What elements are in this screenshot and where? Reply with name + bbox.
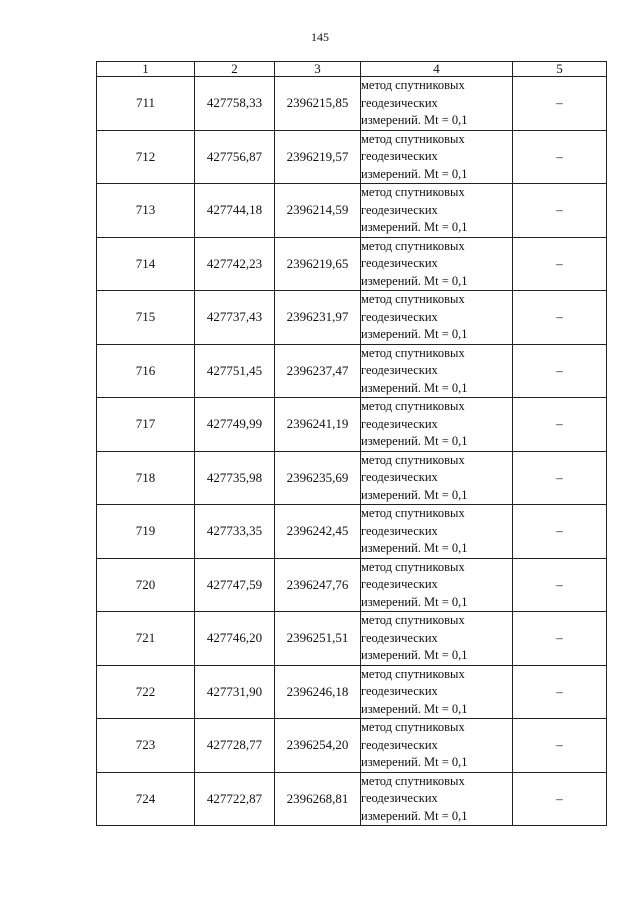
method-cell [361, 184, 513, 238]
y-coordinate-cell: 2396231,97 [275, 291, 361, 345]
note-cell: – [513, 719, 607, 773]
method-line: метод спутниковых [361, 399, 465, 413]
note-cell: – [513, 451, 607, 505]
method-line: измерений. Mt = 0,1 [361, 648, 468, 662]
method-line: геодезических [361, 737, 438, 752]
method-line: измерений. Mt = 0,1 [361, 380, 468, 395]
x-coordinate-cell: 427722,87 [195, 772, 275, 826]
point-number-cell: 722 [97, 665, 195, 719]
note-cell: – [513, 184, 607, 238]
note-cell: – [513, 130, 607, 184]
method-line: геодезических [361, 202, 438, 217]
method-cell [361, 291, 513, 345]
x-coordinate-cell: 427742,23 [195, 237, 275, 291]
coordinates-table [96, 61, 607, 826]
y-coordinate-cell: 2396219,65 [275, 237, 361, 291]
method-line: измерений. Mt = 0,1 [361, 220, 468, 234]
note-cell: – [513, 558, 607, 612]
point-number-cell: 724 [97, 772, 195, 826]
table-row [97, 505, 607, 559]
method-cell [361, 398, 513, 452]
method-cell [361, 612, 513, 666]
point-number-cell: 713 [97, 184, 195, 238]
method-line: метод спутниковых [361, 345, 465, 360]
method-line: метод спутниковых [361, 131, 465, 146]
table-row [97, 77, 607, 131]
column-header: 5 [513, 62, 607, 77]
method-line: геодезических [361, 523, 438, 538]
method-line: геодезических [361, 630, 438, 645]
point-number-cell: 715 [97, 291, 195, 345]
y-coordinate-cell: 2396214,59 [275, 184, 361, 238]
method-line: геодезических [361, 363, 438, 377]
x-coordinate-cell: 427747,59 [195, 558, 275, 612]
point-number-cell: 716 [97, 344, 195, 398]
y-coordinate-cell: 2396219,57 [275, 130, 361, 184]
table-row [97, 184, 607, 238]
y-coordinate-cell: 2396246,18 [275, 665, 361, 719]
y-coordinate-cell: 2396251,51 [275, 612, 361, 666]
note-cell: – [513, 772, 607, 826]
y-coordinate-cell: 2396235,69 [275, 451, 361, 505]
method-line: метод спутниковых [361, 613, 465, 627]
x-coordinate-cell: 427756,87 [195, 130, 275, 184]
method-line: измерений. Mt = 0,1 [361, 487, 468, 502]
method-line: геодезических [361, 149, 438, 163]
point-number-cell: 719 [97, 505, 195, 559]
method-line: измерений. Mt = 0,1 [361, 273, 468, 288]
x-coordinate-cell: 427731,90 [195, 665, 275, 719]
method-line: измерений. Mt = 0,1 [361, 166, 468, 181]
table-row [97, 291, 607, 345]
note-cell: – [513, 237, 607, 291]
note-cell: – [513, 398, 607, 452]
column-header: 1 [97, 62, 195, 77]
y-coordinate-cell: 2396268,81 [275, 772, 361, 826]
table-row [97, 130, 607, 184]
method-cell [361, 130, 513, 184]
table-row [97, 772, 607, 826]
method-line: геодезических [361, 577, 438, 591]
table-row [97, 665, 607, 719]
x-coordinate-cell: 427746,20 [195, 612, 275, 666]
point-number-cell: 721 [97, 612, 195, 666]
method-line: измерений. Mt = 0,1 [361, 701, 468, 716]
table-row [97, 344, 607, 398]
method-line: метод спутниковых [361, 238, 465, 253]
table-row [97, 237, 607, 291]
y-coordinate-cell: 2396247,76 [275, 558, 361, 612]
method-line: измерений. Mt = 0,1 [361, 541, 468, 555]
method-line: геодезических [361, 470, 438, 484]
y-coordinate-cell: 2396215,85 [275, 77, 361, 131]
method-cell [361, 451, 513, 505]
method-line: метод спутниковых [361, 720, 465, 734]
method-line: измерений. Mt = 0,1 [361, 113, 468, 127]
point-number-cell: 720 [97, 558, 195, 612]
x-coordinate-cell: 427733,35 [195, 505, 275, 559]
method-line: измерений. Mt = 0,1 [361, 755, 468, 769]
method-line: метод спутниковых [361, 773, 465, 788]
y-coordinate-cell: 2396242,45 [275, 505, 361, 559]
method-line: метод спутниковых [361, 292, 465, 306]
point-number-cell: 717 [97, 398, 195, 452]
point-number-cell: 712 [97, 130, 195, 184]
y-coordinate-cell: 2396237,47 [275, 344, 361, 398]
note-cell: – [513, 77, 607, 131]
note-cell: – [513, 665, 607, 719]
note-cell: – [513, 291, 607, 345]
table-body [97, 77, 607, 826]
point-number-cell: 714 [97, 237, 195, 291]
method-cell [361, 505, 513, 559]
point-number-cell: 711 [97, 77, 195, 131]
note-cell: – [513, 612, 607, 666]
x-coordinate-cell: 427728,77 [195, 719, 275, 773]
x-coordinate-cell: 427749,99 [195, 398, 275, 452]
column-header: 3 [275, 62, 361, 77]
table-row [97, 558, 607, 612]
method-cell [361, 719, 513, 773]
method-line: измерений. Mt = 0,1 [361, 327, 468, 341]
column-header: 4 [361, 62, 513, 77]
x-coordinate-cell: 427737,43 [195, 291, 275, 345]
table-row [97, 451, 607, 505]
method-line: измерений. Mt = 0,1 [361, 434, 468, 448]
table-row [97, 612, 607, 666]
method-line: метод спутниковых [361, 452, 465, 467]
point-number-cell: 718 [97, 451, 195, 505]
page-number: 145 [311, 30, 329, 44]
method-line: метод спутниковых [361, 78, 465, 92]
method-cell [361, 237, 513, 291]
method-line: геодезических [361, 791, 438, 805]
table-row [97, 719, 607, 773]
x-coordinate-cell: 427758,33 [195, 77, 275, 131]
y-coordinate-cell: 2396254,20 [275, 719, 361, 773]
method-cell [361, 77, 513, 131]
table-header-row [97, 62, 607, 77]
method-line: геодезических [361, 309, 438, 324]
method-line: измерений. Mt = 0,1 [361, 808, 468, 823]
x-coordinate-cell: 427735,98 [195, 451, 275, 505]
note-cell: – [513, 505, 607, 559]
method-line: метод спутниковых [361, 559, 465, 574]
method-line: метод спутниковых [361, 666, 465, 681]
method-cell [361, 665, 513, 719]
method-cell [361, 344, 513, 398]
method-line: геодезических [361, 684, 438, 698]
method-cell [361, 772, 513, 826]
x-coordinate-cell: 427751,45 [195, 344, 275, 398]
method-line: геодезических [361, 256, 438, 270]
method-line: измерений. Mt = 0,1 [361, 594, 468, 609]
y-coordinate-cell: 2396241,19 [275, 398, 361, 452]
note-cell: – [513, 344, 607, 398]
method-line: геодезических [361, 416, 438, 431]
point-number-cell: 723 [97, 719, 195, 773]
method-cell [361, 558, 513, 612]
method-line: геодезических [361, 95, 438, 110]
table-row [97, 398, 607, 452]
method-line: метод спутниковых [361, 506, 465, 520]
method-line: метод спутниковых [361, 185, 465, 199]
x-coordinate-cell: 427744,18 [195, 184, 275, 238]
column-header: 2 [195, 62, 275, 77]
